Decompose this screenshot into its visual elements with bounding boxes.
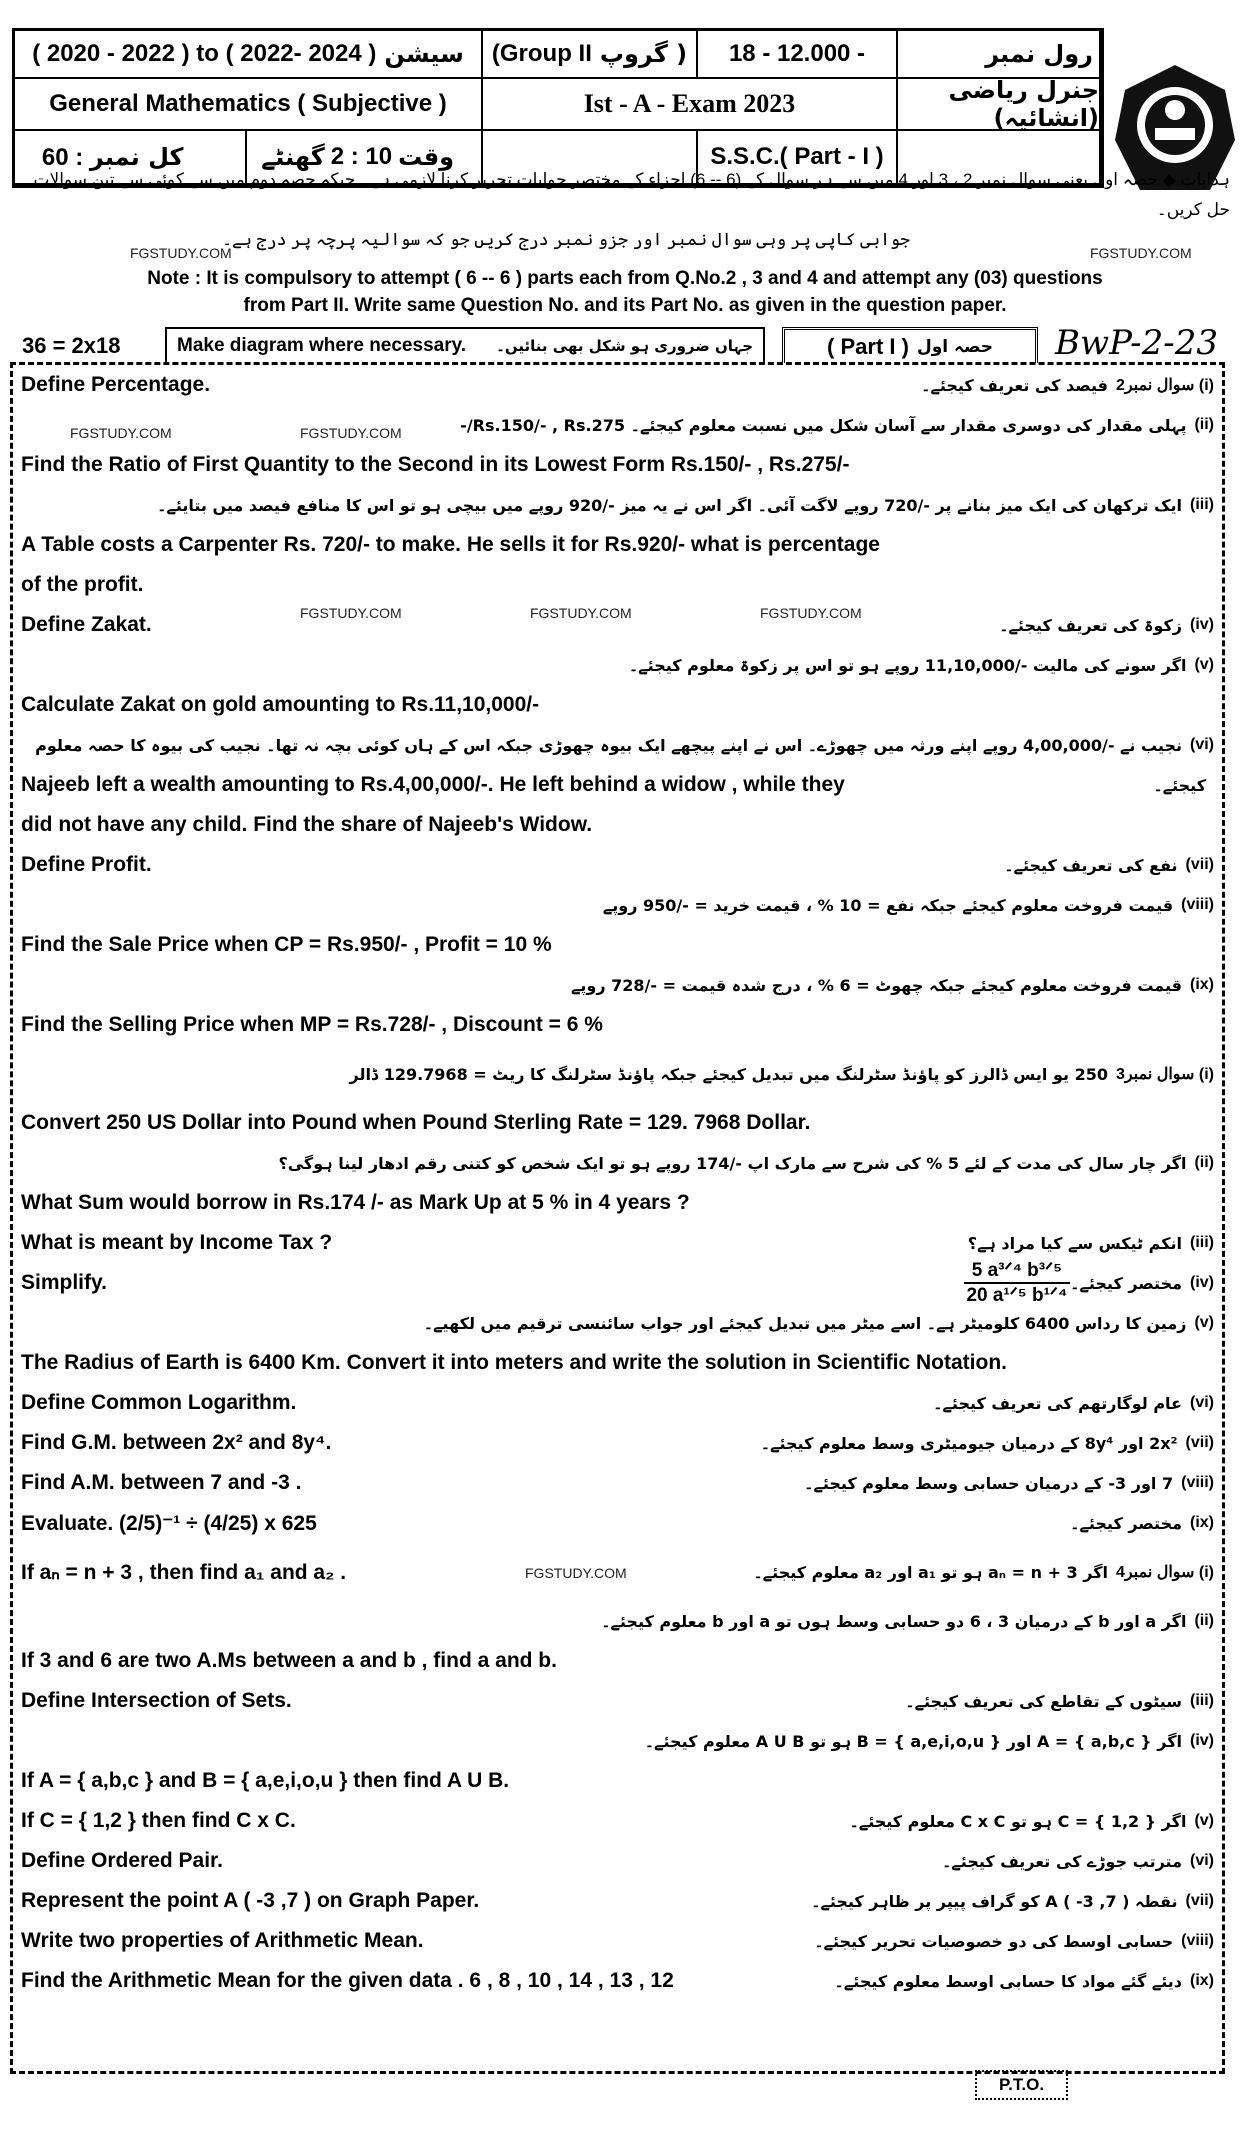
watermark: FGSTUDY.COM <box>760 605 862 621</box>
diagram-note <box>165 327 765 363</box>
question-text-ur: اگر a اور b کے درمیان 3 ، 6 دو حسابی وسط ہوں تو a اور b معلوم کیجئے۔ <box>601 1611 1187 1631</box>
watermark: FGSTUDY.COM <box>130 245 232 261</box>
question-text-ur: 2x² اور 8y⁴ کے درمیان جیومیٹری وسط معلوم کیجئے۔ <box>760 1433 1178 1453</box>
question-text-ur: انکم ٹیکس سے کیا مراد ہے؟ <box>967 1233 1182 1253</box>
question-text-ur: کیجئے۔ <box>1153 775 1206 795</box>
question-number: (vi) <box>1190 1394 1214 1411</box>
question-line <box>13 1961 1222 2001</box>
question-text-ur: قیمت فروخت معلوم کیجئے جبکہ چھوٹ = 6 % ، درج شدہ قیمت = -/728 روپے <box>571 975 1182 995</box>
question-text-ur: مختصر کیجئے۔ <box>1070 1273 1182 1293</box>
question-number: (ii) <box>1194 1612 1214 1629</box>
question-text-en: Find the Selling Price when MP = Rs.728/- , Discount = 6 % <box>21 1013 603 1036</box>
question-line <box>13 1423 1222 1463</box>
question-text-ur: قیمت فروخت معلوم کیجئے جبکہ نفع = 10 % ، قیمت خرید = -/950 روپے <box>602 895 1174 915</box>
question-line <box>13 725 1222 765</box>
question-line <box>13 845 1222 885</box>
question-text-en: of the profit. <box>21 573 144 596</box>
class: S.S.C.( Part - I ) <box>710 143 884 170</box>
question-text-ur: اگر A = { a,b,c } اور B = { a,e,i,o,u } ہو تو A U B معلوم کیجئے۔ <box>644 1731 1182 1751</box>
question-number: (vi) <box>1190 1852 1214 1869</box>
instructions-urdu-2: جوابی کاپی پر وہی سوال نمبر اور جزو نمبر درج کریں جو کہ سوالیہ پرچہ پر درج ہے۔ <box>222 230 910 249</box>
question-line <box>13 1260 1222 1306</box>
question-text-en: did not have any child. Find the share of Najeeb's Widow. <box>21 813 593 836</box>
question-text-en: Define Zakat. <box>21 613 152 636</box>
note-line-1: Note : It is compulsory to attempt ( 6 -- 6 ) parts each from Q.No.2 , 3 and 4 and attempt any (03) questions <box>147 268 1103 289</box>
question-line <box>13 1801 1222 1841</box>
question-line <box>13 1303 1222 1343</box>
question-number: (v) <box>1194 1812 1214 1829</box>
question-number: (v) <box>1194 1314 1214 1331</box>
part-label <box>782 327 1038 363</box>
question-text-en: Najeeb left a wealth amounting to Rs.4,00,000/-. He left behind a widow , while they <box>21 773 845 796</box>
question-line <box>13 645 1222 685</box>
question-line <box>13 1841 1222 1881</box>
question-number: (v) <box>1194 656 1214 673</box>
question-line <box>13 1183 1222 1223</box>
part-marks: 36 = 2x18 <box>22 333 121 358</box>
exam-title: Ist - A - Exam 2023 <box>583 89 796 118</box>
subject-urdu-cell <box>898 76 1101 132</box>
question-number: (ii) <box>1194 416 1214 433</box>
question-number: (ii) <box>1194 1154 1214 1171</box>
question-number: (iv) <box>1190 616 1214 633</box>
watermark: FGSTUDY.COM <box>300 425 402 441</box>
pto-label: P.T.O. <box>975 2070 1068 2100</box>
question-text-en: What is meant by Income Tax ? <box>21 1231 333 1254</box>
code-cell <box>698 31 898 79</box>
question-text-ur: نفع کی تعریف کیجئے۔ <box>1004 855 1178 875</box>
question-line <box>13 805 1222 845</box>
question-text-ur: 250 یو ایس ڈالرز کو پاؤنڈ سٹرلنگ میں تبدیل کیجئے جبکہ پاؤنڈ سٹرلنگ کا ریٹ = 129.7968 ڈالر <box>349 1064 1108 1084</box>
total-marks: 60 : کل نمبر <box>41 142 184 171</box>
part-ur: حصہ اول <box>916 337 993 357</box>
question-line <box>13 1503 1222 1543</box>
question-text-ur: عام لوگارتھم کی تعریف کیجئے۔ <box>933 1393 1182 1413</box>
instructions <box>20 165 1230 319</box>
question-text-en: Define Profit. <box>21 853 152 876</box>
session-urdu: سیشن <box>384 40 464 68</box>
subject-cell <box>15 79 483 131</box>
question-line <box>13 1601 1222 1641</box>
question-number: (iv) <box>1190 1732 1214 1749</box>
time: گھنٹے 2 : 10 وقت <box>245 130 454 184</box>
question-text-en: Define Percentage. <box>21 373 211 396</box>
watermark: FGSTUDY.COM <box>70 425 172 441</box>
roll-number-label: رول نمبر <box>985 40 1093 68</box>
question-text-ur: زکوۃ کی تعریف کیجئے۔ <box>999 615 1182 635</box>
question-text-en: What Sum would borrow in Rs.174 /- as Mark Up at 5 % in 4 years ? <box>21 1191 690 1214</box>
question-text-en: Find the Ratio of First Quantity to the Second in its Lowest Form Rs.150/- , Rs.275/- <box>21 453 850 476</box>
diagram-note-ur: جہاں ضروری ہو شکل بھی بنائیں۔ <box>496 337 753 355</box>
question-line <box>13 565 1222 605</box>
question-line <box>13 365 1222 405</box>
roll-cell <box>898 31 1101 79</box>
question-number: (vii) <box>1185 1892 1214 1909</box>
part-en: ( Part I ) <box>827 333 909 359</box>
question-line <box>13 1045 1222 1103</box>
question-text-en: If aₙ = n + 3 , then find a₁ and a₂ . <box>21 1560 347 1584</box>
question-text-ur: 7 اور 3- کے درمیان حسابی وسط معلوم کیجئے۔ <box>804 1473 1174 1493</box>
question-text-en: Find the Arithmetic Mean for the given data . 6 , 8 , 10 , 14 , 13 , 12 <box>21 1969 674 1992</box>
question-text-en: Simplify. <box>21 1271 107 1294</box>
question-text-en: Write two properties of Arithmetic Mean. <box>21 1929 424 1952</box>
question-text-en: If 3 and 6 are two A.Ms between a and b , find a and b. <box>21 1649 557 1672</box>
question-line <box>13 1463 1222 1503</box>
question-text-ur: ایک ترکھان کی ایک میز بنانے پر -/720 روپے لاگت آئی۔ اگر اس نے یہ میز -/920 روپے میں بیچی ہو تو اس کا منافع فیصد میں بتایئے۔ <box>157 495 1182 515</box>
question-number: (iii) <box>1190 1692 1214 1709</box>
question-line <box>13 1641 1222 1681</box>
question-text-ur: سیٹوں کے تقاطع کی تعریف کیجئے۔ <box>905 1691 1182 1711</box>
handwritten-code: BwP-2-23 <box>1055 323 1218 363</box>
question-line <box>13 485 1222 525</box>
header-table <box>12 28 1104 188</box>
question-number: سوال نمبر3 (i) <box>1116 1066 1214 1083</box>
question-line <box>13 1103 1222 1143</box>
question-line <box>13 1005 1222 1045</box>
group-cell <box>483 31 698 79</box>
part-bar <box>10 323 1230 363</box>
question-number: (iii) <box>1190 496 1214 513</box>
question-number: (vii) <box>1185 856 1214 873</box>
question-text-ur: زمین کا رداس 6400 کلومیٹر ہے۔ اسے میٹر میں تبدیل کیجئے اور جواب سائنسی ترقیم میں لکھیے۔ <box>423 1313 1187 1333</box>
question-text-ur: نجیب نے -/4,00,000 روپے اپنے ورثہ میں چھوڑے۔ اس نے اپنے پیچھے ایک بیوہ چھوڑی جبکہ اس کے ہاں کوئی بچہ نہ تھا۔ نجیب کی بیوہ کا حصہ معلوم <box>35 735 1182 755</box>
question-text-en: Define Intersection of Sets. <box>21 1689 292 1712</box>
question-text-ur: اگر aₙ = n + 3 ہو تو a₁ اور a₂ معلوم کیجئے۔ <box>753 1562 1108 1582</box>
subject: General Mathematics ( Subjective ) <box>49 90 447 117</box>
watermark: FGSTUDY.COM <box>1090 245 1192 261</box>
fraction-denominator: 20 a¹ᐟ⁵ b¹ᐟ⁴ <box>966 1285 1068 1306</box>
question-line <box>13 1761 1222 1801</box>
question-number: (ix) <box>1190 1972 1214 1989</box>
question-line <box>13 1681 1222 1721</box>
question-text-ur: حسابی اوسط کی دو خصوصیات تحریر کیجئے۔ <box>814 1931 1174 1951</box>
question-number: (viii) <box>1181 1474 1214 1491</box>
question-line <box>13 1921 1222 1961</box>
question-text-ur: پہلی مقدار کی دوسری مقدار سے آسان شکل میں نسبت معلوم کیجئے۔ Rs.150/- , Rs.275/- <box>460 415 1187 435</box>
question-number: (viii) <box>1181 1932 1214 1949</box>
simplify-fraction <box>964 1259 1070 1307</box>
question-text-ur: اگر C = { 1,2 } ہو تو C x C معلوم کیجئے۔ <box>849 1811 1187 1831</box>
note-line-2: from Part II. Write same Question No. and its Part No. as given in the question paper. <box>243 295 1007 316</box>
paper-code: 18 - 12.000 - <box>728 40 866 67</box>
question-line <box>13 685 1222 725</box>
question-number: (ix) <box>1190 976 1214 993</box>
question-text-en: Evaluate. (2/5)⁻¹ ÷ (4/25) x 625 <box>21 1511 317 1535</box>
question-text-ur: دیئے گئے مواد کا حسابی اوسط معلوم کیجئے۔ <box>834 1971 1182 1991</box>
question-number: (viii) <box>1181 896 1214 913</box>
question-line <box>13 1383 1222 1423</box>
group-urdu: ( گروپ <box>599 40 688 68</box>
question-text-en: Find G.M. between 2x² and 8y⁴. <box>21 1431 332 1454</box>
question-number: (vi) <box>1190 736 1214 753</box>
question-text-en: Define Ordered Pair. <box>21 1849 223 1872</box>
diagram-note-en: Make diagram where necessary. <box>177 335 467 356</box>
question-number: (ix) <box>1190 1514 1214 1531</box>
question-text-ur: فیصد کی تعریف کیجئے۔ <box>921 375 1108 395</box>
subject-urdu: جنرل ریاضی (انشائیہ) <box>948 76 1099 132</box>
watermark: FGSTUDY.COM <box>525 1565 627 1581</box>
watermark: FGSTUDY.COM <box>530 605 632 621</box>
question-text-ur: مختصر کیجئے۔ <box>1070 1513 1182 1533</box>
question-text-en: Find the Sale Price when CP = Rs.950/- , Profit = 10 % <box>21 933 552 956</box>
question-text-en: Represent the point A ( -3 ,7 ) on Graph Paper. <box>21 1889 480 1912</box>
question-text-en: Calculate Zakat on gold amounting to Rs.11,10,000/- <box>21 693 540 716</box>
question-line <box>13 925 1222 965</box>
session-cell <box>15 31 483 79</box>
question-line <box>13 1881 1222 1921</box>
question-line <box>13 405 1222 445</box>
question-line <box>13 1223 1222 1263</box>
question-line <box>13 885 1222 925</box>
question-text-en: Define Common Logarithm. <box>21 1391 297 1414</box>
question-text-ur: اگر سونے کی مالیت -/11,10,000 روپے ہو تو اس پر زکوۃ معلوم کیجئے۔ <box>628 655 1187 675</box>
question-text-ur: نقطہ A ( -3 ,7 ) کو گراف پیپر پر ظاہر کیجئے۔ <box>811 1891 1178 1911</box>
question-text-en: A Table costs a Carpenter Rs. 720/- to make. He sells it for Rs.920/- what is percentage <box>21 533 880 556</box>
question-number: (iv) <box>1190 1274 1214 1291</box>
instructions-urdu: ہدایات ◆ حصہ اول یعنی سوال نمبر 2 ، 3 اور 4 میں سے ہر سوال کے (6 -- 6) اجزاء کے مختصر جوابات تحریر کرنا لازمی ہے۔ جبکہ حصہ دوم میں سے کوئی سے تین سوالات حل کریں۔ <box>33 170 1230 219</box>
session: ( 2020 - 2022 ) to ( 2022- 2024 ) <box>32 40 377 67</box>
exam-cell <box>483 79 898 131</box>
question-text-en: If A = { a,b,c } and B = { a,e,i,o,u } then find A U B. <box>21 1769 510 1792</box>
question-text-ur: اگر چار سال کی مدت کے لئے 5 % کی شرح سے مارک اپ -/174 روپے ہو تو ایک شخص کو کتنی رقم ادھار لینا ہوگی؟ <box>278 1153 1187 1173</box>
fraction-numerator: 5 a³ᐟ⁴ b³ᐟ⁵ <box>964 1259 1070 1284</box>
question-line <box>13 965 1222 1005</box>
question-line <box>13 1143 1222 1183</box>
group: (Group II <box>491 40 592 67</box>
question-line <box>13 525 1222 565</box>
question-text-ur: مترتب جوڑے کی تعریف کیجئے۔ <box>942 1851 1182 1871</box>
question-line <box>13 1721 1222 1761</box>
question-number: سوال نمبر2 (i) <box>1116 377 1214 394</box>
question-text-en: Find A.M. between 7 and -3 . <box>21 1471 302 1494</box>
question-number: سوال نمبر4 (i) <box>1116 1564 1214 1581</box>
question-line <box>13 765 1222 805</box>
question-line <box>13 1343 1222 1383</box>
question-number: (iii) <box>1190 1234 1214 1251</box>
question-number: (vii) <box>1185 1434 1214 1451</box>
question-text-en: Convert 250 US Dollar into Pound when Pound Sterling Rate = 129. 7968 Dollar. <box>21 1111 811 1134</box>
question-text-en: If C = { 1,2 } then find C x C. <box>21 1809 296 1832</box>
question-line <box>13 445 1222 485</box>
watermark: FGSTUDY.COM <box>300 605 402 621</box>
question-text-en: The Radius of Earth is 6400 Km. Convert it into meters and write the solution in Scientific Notation. <box>21 1351 1007 1374</box>
